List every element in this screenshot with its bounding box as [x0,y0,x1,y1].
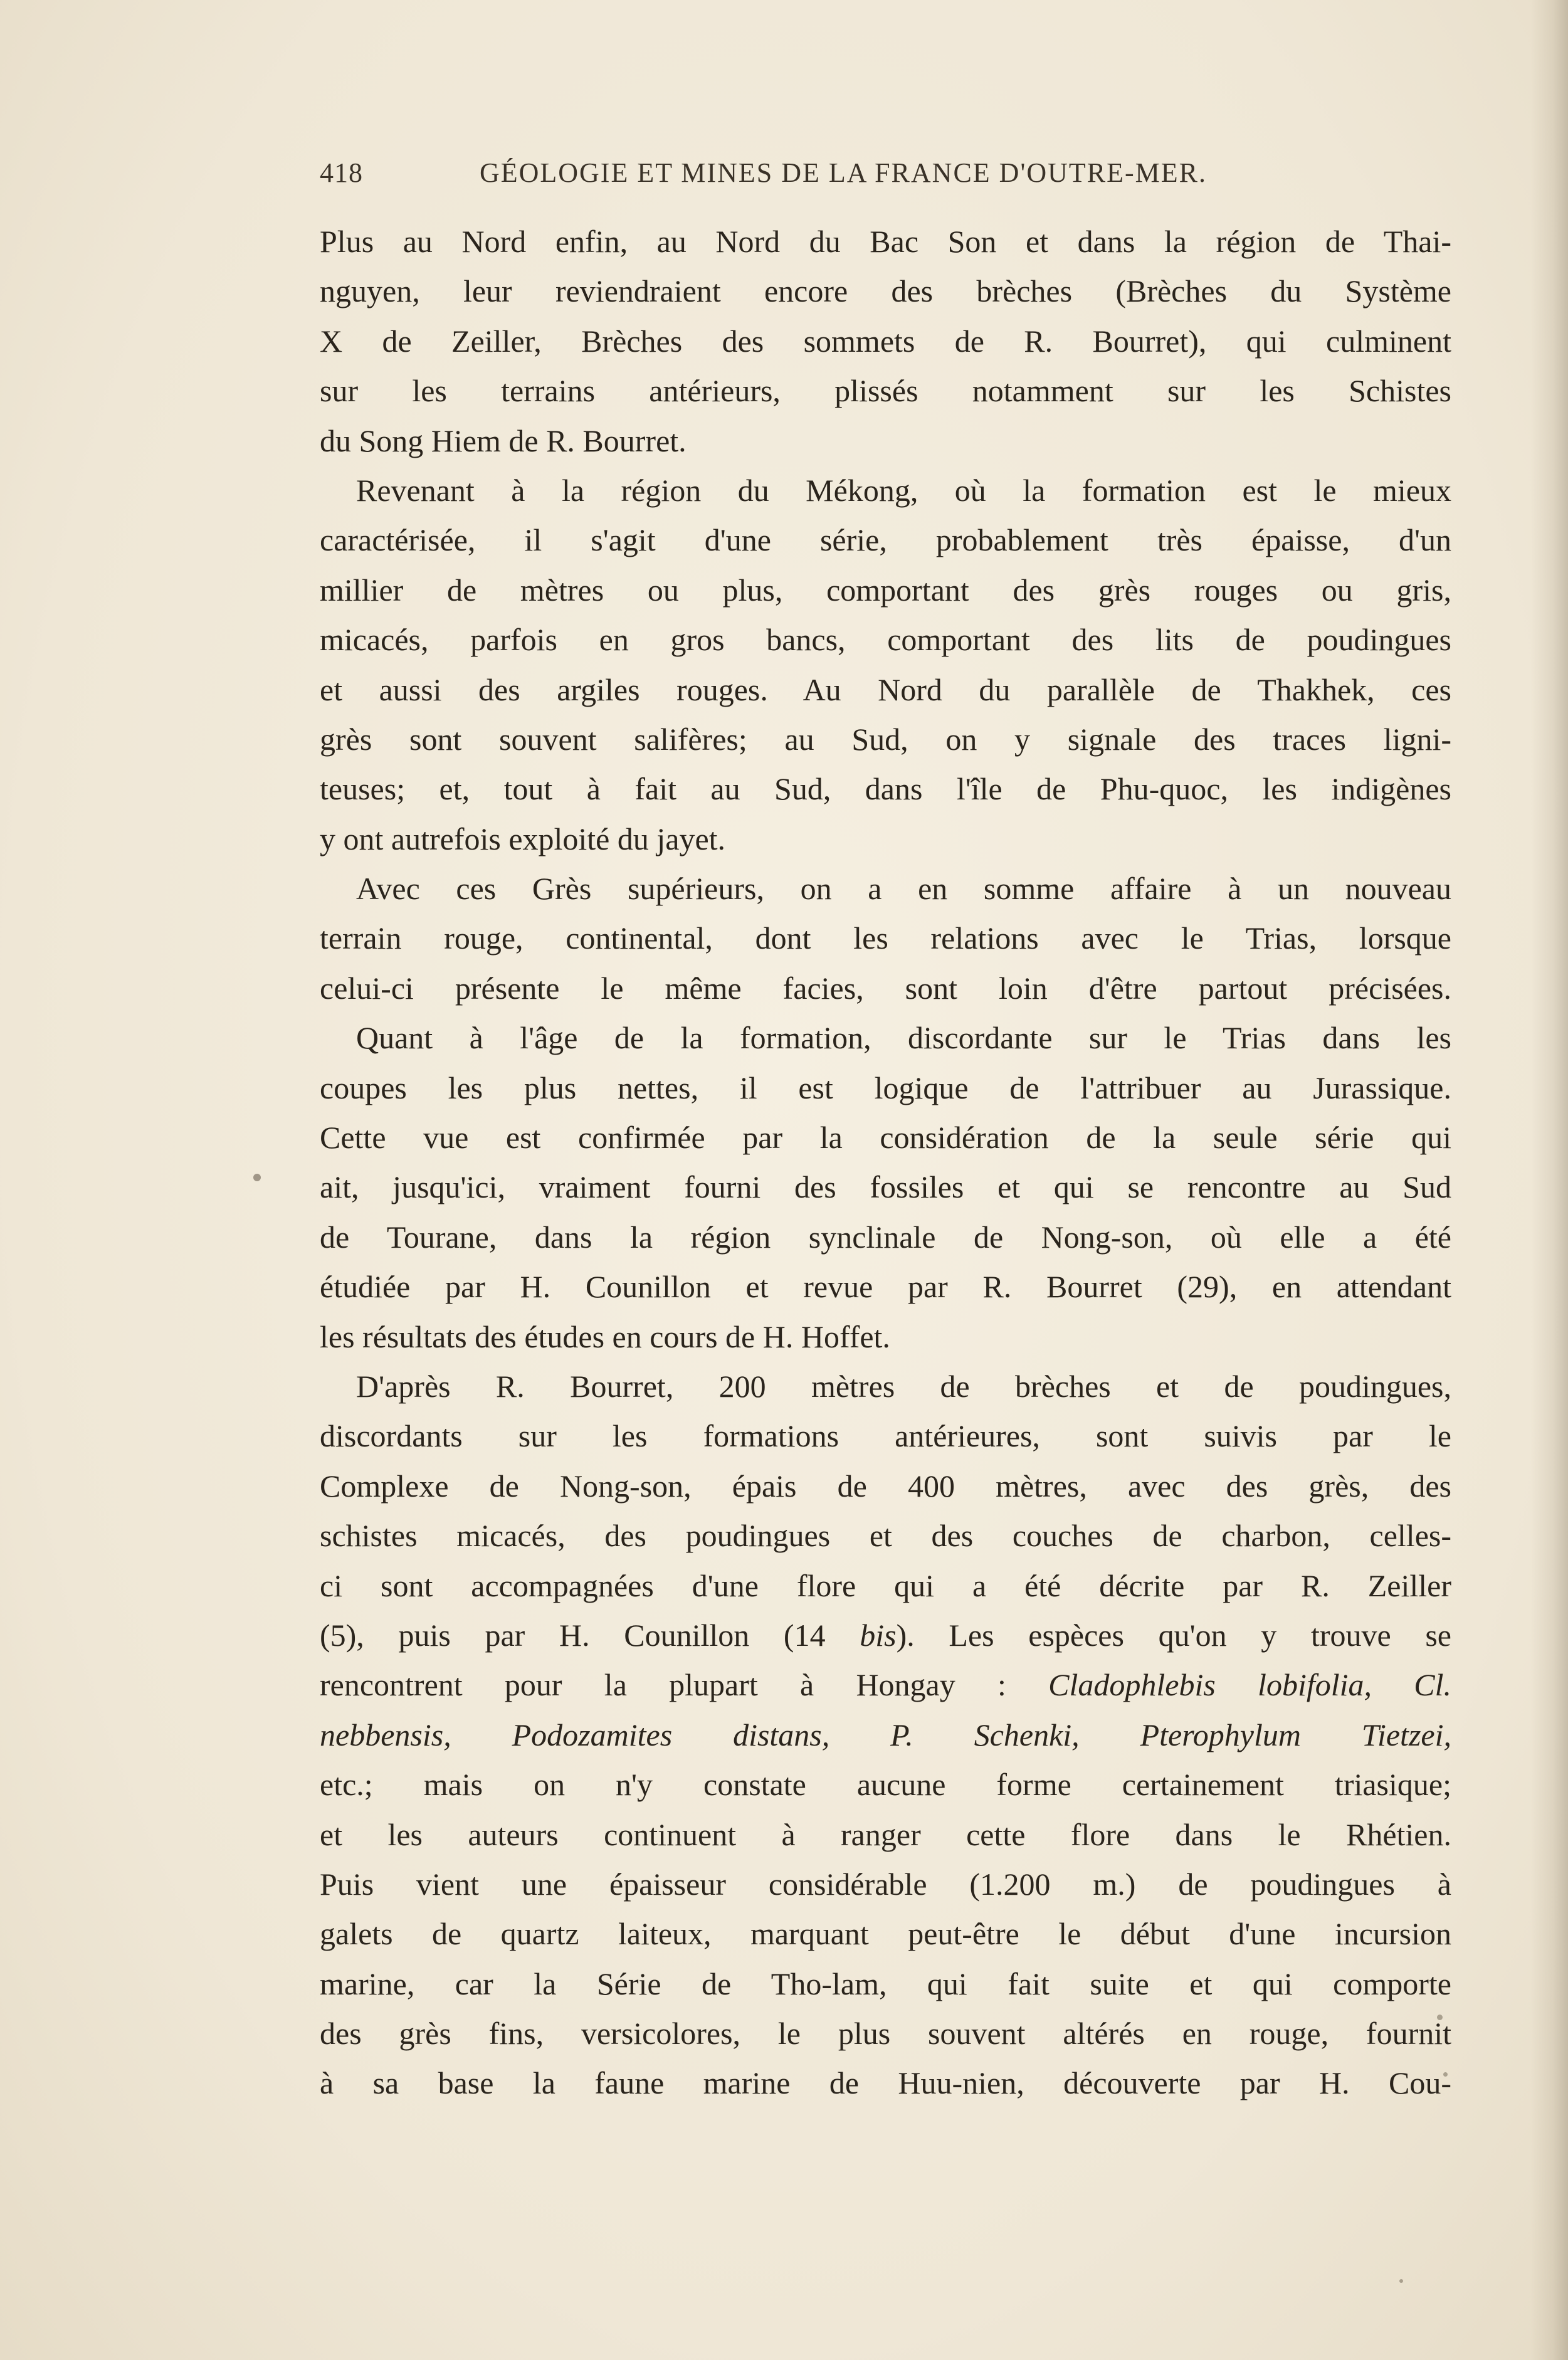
text-line: coupes les plus nettes, il est logique de l'attribuer au Jurassique. [320,1070,1451,1105]
text-line: grès sont souvent salifères; au Sud, on y signale des traces ligni- [320,721,1451,757]
text-line: schistes micacés, des poudingues et des couches de charbon, celles- [320,1518,1451,1554]
text-line: celui-ci présente le même facies, sont loin d'être partout précisées. [320,970,1451,1006]
text-line: et les auteurs continuent à ranger cette flore dans le Rhétien. [320,1816,1451,1852]
text-line: discordants sur les formations antérieures, sont suivis par le [320,1418,1451,1454]
text-line: du Song Hiem de R. Bourret. [320,423,687,458]
text-line: micacés, parfois en gros bancs, comportant des lits de poudingues [320,622,1451,658]
italic-text: Cladophlebis lobifolia, Cl. [1048,1667,1451,1703]
text-line: de Tourane, dans la région synclinale de Nong-son, où elle a été [320,1219,1451,1255]
page-header [320,157,1292,194]
text-line: nguyen, leur reviendraient encore des brèches (Brèches du Système [320,273,1451,309]
italic-text: bis [860,1617,897,1653]
text-line [320,1710,1451,1760]
text-line: teuses; et, tout à fait au Sud, dans l'île de Phu-quoc, les indigènes [320,771,1451,807]
text-run: (5), puis par H. Counillon (14 [320,1617,860,1653]
text-line: y ont autrefois exploité du jayet. [320,821,726,856]
text-line: caractérisée, il s'agit d'une série, probablement très épaisse, d'un [320,522,1451,558]
text-line: à sa base la faune marine de Huu-nien, découverte par H. Cou- [320,2065,1451,2101]
text-line: ait, jusqu'ici, vraiment fourni des fossiles et qui se rencontre au Sud [320,1169,1451,1205]
running-title: GÉOLOGIE ET MINES DE LA FRANCE D'OUTRE-MER. [479,157,1208,188]
text-line [320,1660,1451,1710]
text-line: Cette vue est confirmée par la considération de la seule série qui [320,1120,1451,1156]
page-edge-shadow [1530,0,1568,2360]
text-line: terrain rouge, continental, dont les relations avec le Trias, lorsque [320,920,1451,956]
text-line: étudiée par H. Counillon et revue par R. Bourret (29), en attendant [320,1269,1451,1305]
text-line [320,1611,1451,1660]
text-line: sur les terrains antérieurs, plissés notamment sur les Schistes [320,373,1451,409]
text-line: des grès fins, versicolores, le plus souvent altérés en rouge, fournit [320,2016,1451,2052]
text-line: et aussi des argiles rouges. Au Nord du parallèle de Thakhek, ces [320,672,1451,707]
text-line: Complexe de Nong-son, épais de 400 mètres, avec des grès, des [320,1468,1451,1504]
text-line: Plus au Nord enfin, au Nord du Bac Son et dans la région de Thai- [320,224,1451,259]
text-run: rencontrent pour la plupart à Hongay : [320,1667,1049,1703]
text-line: Avec ces Grès supérieurs, on a en somme affaire à un nouveau [356,871,1451,907]
text-line: etc.; mais on n'y constate aucune forme certainement triasique; [320,1767,1451,1803]
margin-dot [253,1174,261,1181]
text-line: ci sont accompagnées d'une flore qui a été décrite par R. Zeiller [320,1567,1451,1603]
text-line: galets de quartz laiteux, marquant peut-être le début d'une incursion [320,1916,1451,1952]
text-line: millier de mètres ou plus, comportant des grès rouges ou gris, [320,572,1451,608]
text-line: les résultats des études en cours de H. Hoffet. [320,1319,890,1354]
text-line: marine, car la Série de Tho-lam, qui fait suite et qui comporte [320,1966,1451,2001]
text-line: X de Zeiller, Brèches des sommets de R. Bourret), qui culminent [320,323,1451,359]
text-line: Revenant à la région du Mékong, où la formation est le mieux [356,472,1451,508]
text-run: ). Les espèces qu'on y trouve se [896,1617,1451,1653]
page-number: 418 [320,157,363,188]
italic-text: nebbensis, Podozamites distans, P. Schenki, Pterophylum Tietzei, [320,1717,1451,1752]
text-line: Quant à l'âge de la formation, discordante sur le Trias dans les [356,1020,1451,1056]
body-text [320,217,1451,2109]
text-line: D'après R. Bourret, 200 mètres de brèches et de poudingues, [356,1368,1451,1404]
text-line: Puis vient une épaisseur considérable (1.200 m.) de poudingues à [320,1866,1451,1902]
paper-speck [1399,2279,1403,2283]
